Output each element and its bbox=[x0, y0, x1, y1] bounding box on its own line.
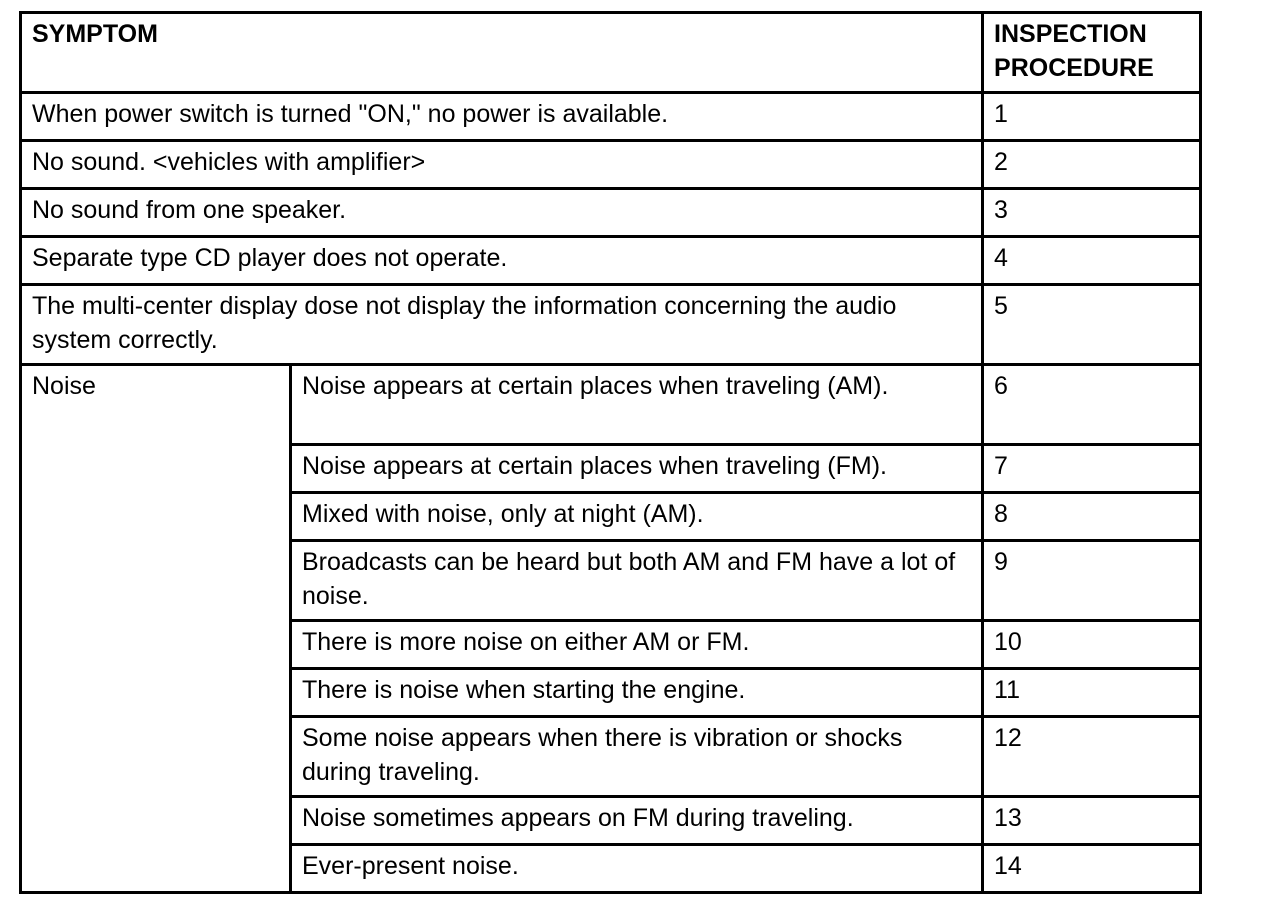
symptom-cell: Noise sometimes appears on FM during traveling. bbox=[291, 797, 983, 845]
table-row bbox=[21, 189, 1201, 237]
procedure-cell: 8 bbox=[983, 493, 1201, 541]
symptom-cell: Separate type CD player does not operate. bbox=[21, 237, 983, 285]
procedure-cell: 13 bbox=[983, 797, 1201, 845]
table-row bbox=[21, 365, 1201, 445]
symptom-cell: When power switch is turned "ON," no power is available. bbox=[21, 93, 983, 141]
procedure-cell: 9 bbox=[983, 541, 1201, 621]
inspection-procedure-column-header: INSPECTION PROCEDURE bbox=[983, 13, 1201, 93]
procedure-cell: 11 bbox=[983, 669, 1201, 717]
table-row bbox=[21, 93, 1201, 141]
symptom-inspection-table bbox=[19, 11, 1202, 894]
symptom-cell: Noise appears at certain places when traveling (FM). bbox=[291, 445, 983, 493]
symptom-cell: Some noise appears when there is vibration or shocks during traveling. bbox=[291, 717, 983, 797]
symptom-cell: Ever-present noise. bbox=[291, 845, 983, 893]
procedure-cell: 14 bbox=[983, 845, 1201, 893]
symptom-cell: There is noise when starting the engine. bbox=[291, 669, 983, 717]
symptom-cell: Noise appears at certain places when traveling (AM). bbox=[291, 365, 983, 445]
procedure-cell: 4 bbox=[983, 237, 1201, 285]
symptom-column-header: SYMPTOM bbox=[21, 13, 983, 93]
procedure-cell: 5 bbox=[983, 285, 1201, 365]
procedure-cell: 12 bbox=[983, 717, 1201, 797]
procedure-cell: 7 bbox=[983, 445, 1201, 493]
table-row bbox=[21, 237, 1201, 285]
symptom-cell: Broadcasts can be heard but both AM and FM have a lot of noise. bbox=[291, 541, 983, 621]
procedure-cell: 1 bbox=[983, 93, 1201, 141]
symptom-cell: There is more noise on either AM or FM. bbox=[291, 621, 983, 669]
procedure-cell: 10 bbox=[983, 621, 1201, 669]
symptom-cell: The multi-center display dose not display the information concerning the audio system correctly. bbox=[21, 285, 983, 365]
procedure-cell: 3 bbox=[983, 189, 1201, 237]
symptom-cell: No sound from one speaker. bbox=[21, 189, 983, 237]
noise-group-label: Noise bbox=[21, 365, 291, 893]
procedure-cell: 2 bbox=[983, 141, 1201, 189]
table-row bbox=[21, 141, 1201, 189]
symptom-cell: No sound. <vehicles with amplifier> bbox=[21, 141, 983, 189]
table-row bbox=[21, 285, 1201, 365]
symptom-cell: Mixed with noise, only at night (AM). bbox=[291, 493, 983, 541]
procedure-cell: 6 bbox=[983, 365, 1201, 445]
table-header-row bbox=[21, 13, 1201, 93]
